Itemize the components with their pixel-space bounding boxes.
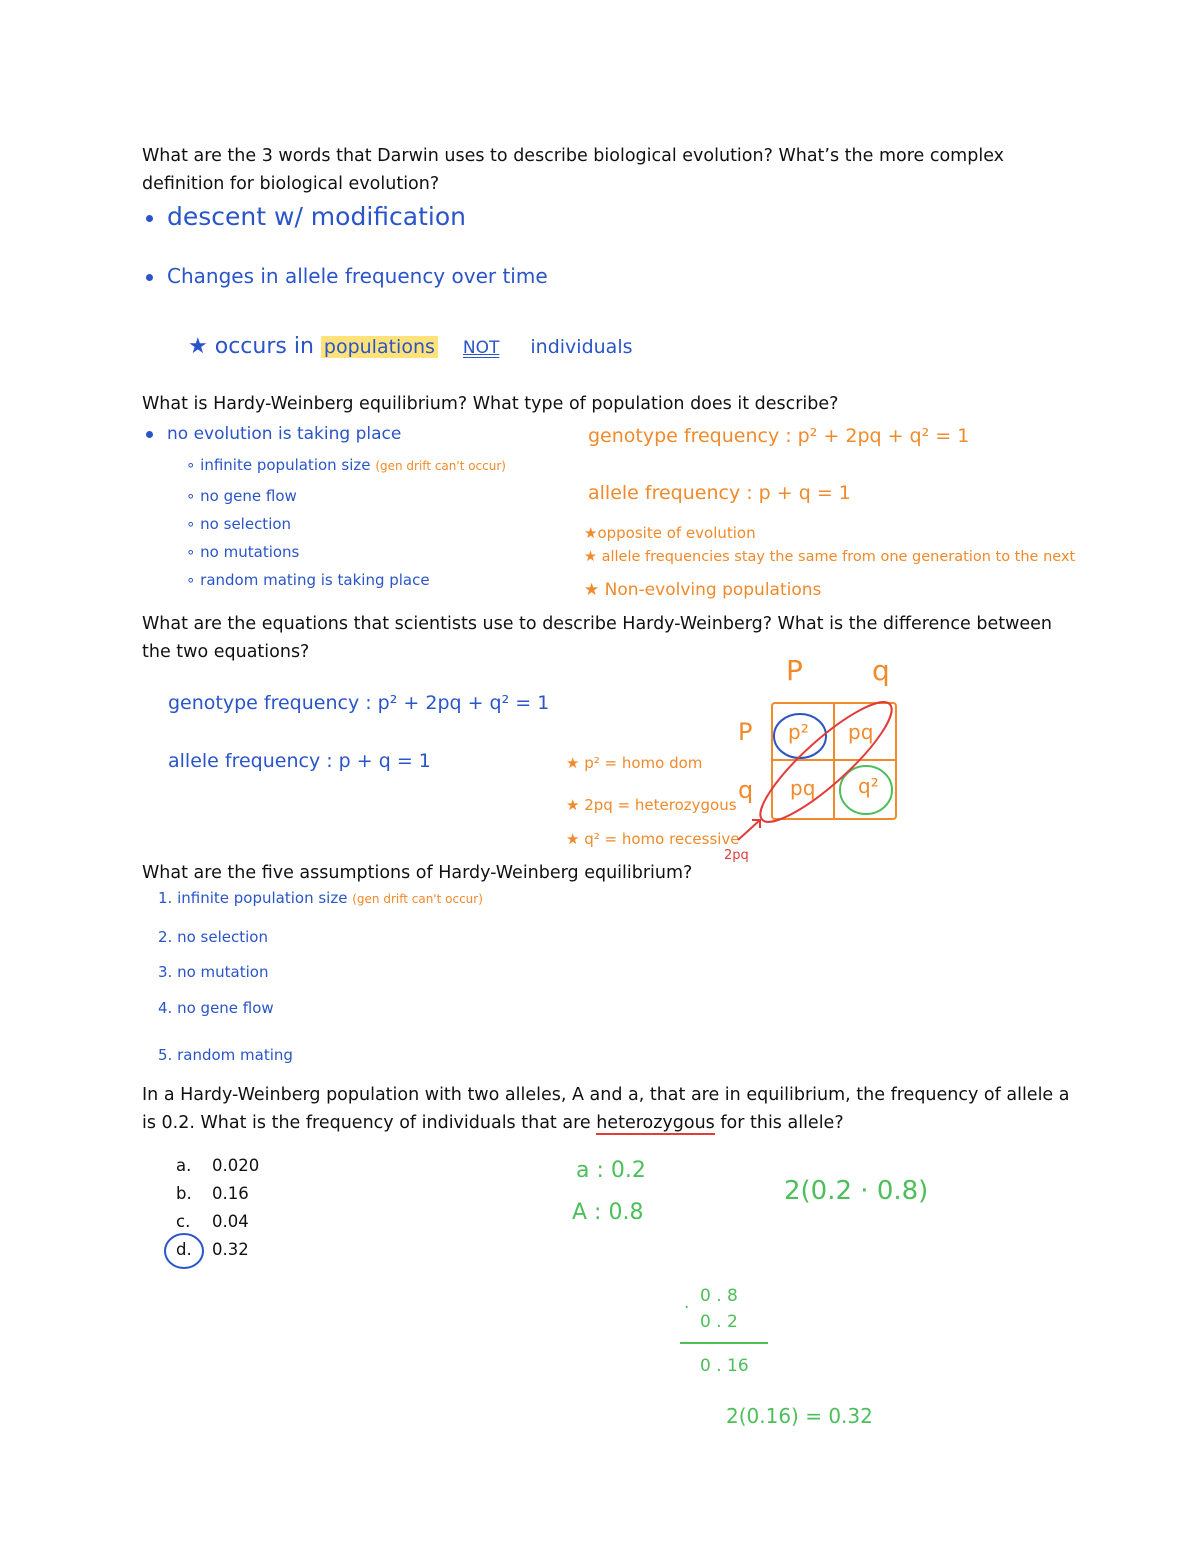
arrow-line xyxy=(738,820,760,840)
mult-dot: · xyxy=(684,1298,690,1318)
loop-2pq xyxy=(747,688,904,836)
mult-bottom: 0 . 2 xyxy=(700,1312,738,1332)
work-a: a : 0.2 xyxy=(576,1158,646,1183)
hwe-sub-3: ∘ no selection xyxy=(186,515,292,533)
assumption-1: 1. infinite population size (gen drift can't occur) xyxy=(158,889,483,907)
highlight-populations: populations xyxy=(321,336,438,358)
question-4: What are the five assumptions of Hardy-Weinberg equilibrium? xyxy=(142,863,693,883)
assumption-2: 2. no selection xyxy=(158,928,268,946)
mult-result: 0 . 16 xyxy=(700,1356,749,1376)
assumption-4: 4. no gene flow xyxy=(158,999,274,1017)
underlined-heterozygous: heterozygous xyxy=(596,1113,715,1133)
assumption-5: 5. random mating xyxy=(158,1046,293,1064)
question-2: What is Hardy-Weinberg equilibrium? What type of population does it describe? xyxy=(142,394,839,414)
punnett-top-p: P xyxy=(786,654,803,687)
mult-top: 0 . 8 xyxy=(700,1286,738,1306)
punnett-cell-pp: p² xyxy=(788,720,809,744)
final-answer: 2(0.16) = 0.32 xyxy=(726,1404,873,1428)
punnett-cell-pq-bottom: pq xyxy=(790,776,816,800)
choice-d[interactable]: d. 0.32 xyxy=(176,1240,249,1259)
allele-equation: allele frequency : p + q = 1 xyxy=(168,750,431,772)
selected-choice-circle xyxy=(165,1234,203,1268)
star-heterozygous: ★ 2pq = heterozygous xyxy=(566,796,737,814)
hwe-allele-eq: allele frequency : p + q = 1 xyxy=(588,482,851,504)
choice-c[interactable]: c. 0.04 xyxy=(176,1212,249,1231)
hwe-sub-4: ∘ no mutations xyxy=(186,543,300,561)
circle-p2 xyxy=(774,714,826,758)
hwe-sub-2: ∘ no gene flow xyxy=(186,487,297,505)
question-5: In a Hardy-Weinberg population with two alleles, A and a, that are in equilibrium, the frequency of allele a is 0.2. What is the frequency of individuals that are heterozygous for this allele? xyxy=(142,1085,1070,1133)
punnett-grid xyxy=(772,703,896,819)
choice-a[interactable]: a. 0.020 xyxy=(176,1156,260,1175)
answer-changes: Changes in allele frequency over time xyxy=(146,264,548,288)
punnett-side-p: P xyxy=(738,718,753,746)
hwe-star-2: ★ allele frequencies stay the same from one generation to the next xyxy=(584,549,1076,565)
question-1: What are the 3 words that Darwin uses to describe biological evolution? What’s the more complex definition for biological evolution? xyxy=(142,146,1005,194)
note-occurs: ★ occurs in populations NOT individuals xyxy=(188,334,633,359)
hwe-star-1: ★opposite of evolution xyxy=(584,524,756,542)
star-homo-dom: ★ p² = homo dom xyxy=(566,754,703,772)
work-formula: 2(0.2 · 0.8) xyxy=(784,1176,929,1206)
choice-b[interactable]: b. 0.16 xyxy=(176,1184,249,1203)
hwe-star-3: ★ Non-evolving populations xyxy=(584,580,822,600)
circle-q2 xyxy=(840,766,892,814)
star-homo-recessive: ★ q² = homo recessive xyxy=(566,830,740,848)
punnett-top-q: q xyxy=(872,654,890,687)
hwe-sub-1: ∘ infinite population size (gen drift can't occur) xyxy=(186,456,506,474)
punnett-side-q: q xyxy=(738,776,754,804)
hwe-genotype-eq: genotype frequency : p² + 2pq + q² = 1 xyxy=(588,425,970,447)
punnett-cell-qq: q² xyxy=(858,774,879,798)
star-icon: ★ xyxy=(188,334,208,359)
assumption-3: 3. no mutation xyxy=(158,963,269,981)
question-3: What are the equations that scientists use to describe Hardy-Weinberg? What is the difference between the two equations? xyxy=(142,614,1053,662)
label-2pq: 2pq xyxy=(724,848,749,863)
genotype-equation: genotype frequency : p² + 2pq + q² = 1 xyxy=(168,692,550,714)
punnett-cell-pq-top: pq xyxy=(848,720,874,744)
hwe-main: no evolution is taking place xyxy=(146,424,401,444)
work-A: A : 0.8 xyxy=(572,1200,644,1225)
not-word: NOT xyxy=(462,338,500,358)
hwe-sub-5: ∘ random mating is taking place xyxy=(186,571,430,589)
answer-descent: descent w/ modification xyxy=(146,202,466,231)
